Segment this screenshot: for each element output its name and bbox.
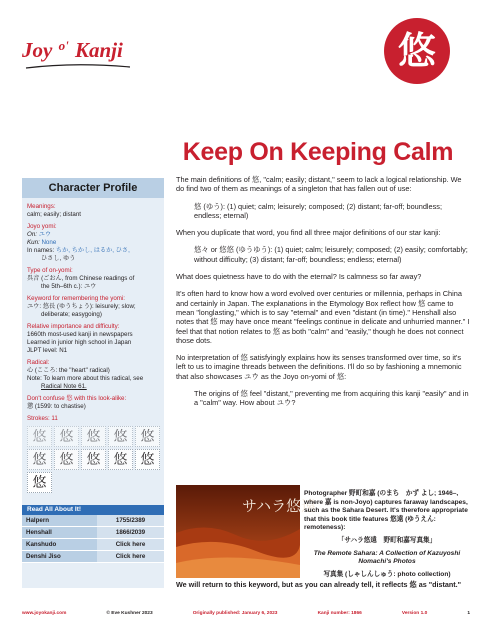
article-body bbox=[176, 175, 470, 416]
table-row: Halpern 1755/2389 bbox=[22, 515, 164, 527]
paragraph: What does quietness have to do with the eternal? Is calmness so far away? bbox=[176, 272, 422, 282]
sidebar-heading: Character Profile bbox=[22, 178, 164, 198]
read-all-heading: Read All About It! bbox=[22, 505, 164, 515]
book-cover-image bbox=[176, 485, 317, 578]
page-footer bbox=[22, 611, 470, 616]
site-url[interactable]: www.joyokanji.com bbox=[22, 611, 67, 616]
denshi-jiso-link[interactable]: Click here bbox=[97, 551, 164, 562]
photo-caption: Photographer 野町和嘉 (のまち かず よし; 1946–, where 嘉 is non-Joyo) captures faraway landscapes, such as the Sahara Desert. It's therefore appropriate that this book title features 悠遠 (ゆうえん: remoteness): 「サハラ悠遠 野町和嘉写真集」 The Remote Sahara: A Collection of Kazuyoshi Nomachi's Photos 写真集 (しゃしんしゅう: photo collection) bbox=[304, 490, 468, 578]
importance-section: Relative importance and difficulty: 1660th most-used kanji in newspapers Learned in junior high school in Japan JLPT level: N1 bbox=[27, 323, 133, 354]
type-of-on-yomi-section: Type of on-yomi: 呉音 (ごおん, from Chinese readings of the 5th–6th c.): ユウ bbox=[27, 267, 135, 290]
stroke-order-cell: 悠 bbox=[81, 449, 106, 470]
copyright: © Eve Kushner 2023 bbox=[106, 611, 153, 616]
read-all-about-it-table bbox=[22, 505, 164, 563]
kanji-glyph: 悠 bbox=[397, 29, 436, 73]
page-number: 1 bbox=[467, 611, 470, 616]
kanshudo-link[interactable]: Click here bbox=[97, 539, 164, 550]
paragraph: The main definitions of 悠, "calm; easily; distant," seem to lack a logical relationship. We do find two of them as meanings of a singleton that has fallen out of use: bbox=[176, 175, 462, 194]
version: Version 1.0 bbox=[401, 611, 428, 616]
paragraph: It's often hard to know how a word evolved over centuries or millennia, perhaps in China and certainly in Japan. The explanations in the Etymology Box reflect how 悠 came to mean "longlasting," which is to say "eternal" and even "distant (in time)." Henshall also notes that 悠 may have once meant "feelings continue in delicate and unhurried manner." I feel that that notion relates to 悠 as both "calm" and "easily," though he does not connect those dots. bbox=[176, 289, 470, 345]
stroke-order-cell: 悠 bbox=[108, 449, 133, 470]
stroke-order-cell: 悠 bbox=[54, 426, 79, 447]
definition-block: 悠々 or 悠悠 (ゆうゆう): (1) quiet; calm; leisurely; composed; (2) easily; comfortably; without difficulty; (3) distant; far-off; boundless; endless; eternal) bbox=[194, 245, 468, 264]
joyo-yomi-section: Joyo yomi: On: ユウ Kun: None In names: ちか, ちかし, はるか, ひさ, ひさし, ゆう bbox=[27, 223, 130, 262]
table-row[interactable]: Denshi Jiso Click here bbox=[22, 551, 164, 563]
closing-sentence: We will return to this keyword, but as you can already tell, it reflects 悠 as "distant." bbox=[176, 580, 462, 589]
definition-block: 悠 (ゆう): (1) quiet; calm; leisurely; composed; (2) distant; far-off; boundless; endless; eternal) bbox=[194, 201, 443, 220]
radical-section: Radical: 心 (こころ: the "heart" radical) Note: To learn more about this radical, see Radical Note 61. bbox=[27, 359, 144, 390]
look-alike-section: Don't confuse 悠 with this look-alike: 懲 (1599: to chastise) bbox=[27, 395, 127, 410]
logo-text: Joy $^{o'}$ Kanji bbox=[22, 38, 123, 62]
table-row: Henshall 1866/2039 bbox=[22, 527, 164, 539]
stroke-order-cell: 悠 bbox=[27, 449, 52, 470]
keyword-section: Keyword for remembering the yomi: ユウ: 悠長 (ゆうちょう): leisurely; slow; deliberate; easygoing) bbox=[27, 295, 136, 318]
joy-o-kanji-logo[interactable] bbox=[22, 38, 132, 72]
stroke-order-cell: 悠 bbox=[135, 449, 160, 470]
cover-title: サハラ悠遠 bbox=[242, 497, 317, 515]
page-title: Keep On Keeping Calm bbox=[182, 138, 454, 166]
radical-note-link[interactable]: Radical Note 61. bbox=[41, 383, 87, 390]
logo-swoosh-icon bbox=[24, 62, 132, 72]
paragraph: No interpretation of 悠 satisfyingly explains how its senses transformed over time, so it's left to us to imagine threads between the definitions. I'll do so by fashioning a mnemonic that also showcases ユウ as the Joyo on-yomi of 悠: bbox=[176, 353, 462, 381]
kanji-badge bbox=[384, 18, 450, 84]
stroke-order-cell: 悠 bbox=[81, 426, 106, 447]
stroke-order-cell: 悠 bbox=[108, 426, 133, 447]
published-date: Originally published: January 6, 2023 bbox=[192, 611, 278, 616]
strokes-section: Strokes: 11 悠 悠 悠 悠 悠 悠 悠 悠 悠 悠 悠 bbox=[27, 415, 159, 493]
character-profile-sidebar bbox=[22, 178, 164, 588]
mnemonic-block: The origins of 悠 feel "distant," preventing me from acquiring this kanji "easily" and in a "calm" way. How about ユウ? bbox=[194, 389, 469, 408]
stroke-order-cell: 悠 bbox=[27, 472, 52, 493]
stroke-order-cell: 悠 bbox=[135, 426, 160, 447]
table-row[interactable]: Kanshudo Click here bbox=[22, 539, 164, 551]
kanji-number: Kanji number: 1866 bbox=[317, 611, 362, 616]
stroke-order-grid bbox=[27, 426, 159, 493]
stroke-order-cell: 悠 bbox=[54, 449, 79, 470]
stroke-order-cell: 悠 bbox=[27, 426, 52, 447]
meanings-section: Meanings: calm; easily; distant bbox=[27, 203, 81, 218]
desert-dunes-illustration bbox=[176, 485, 317, 578]
paragraph: When you duplicate that word, you find all three major definitions of our star kanji: bbox=[176, 228, 441, 238]
